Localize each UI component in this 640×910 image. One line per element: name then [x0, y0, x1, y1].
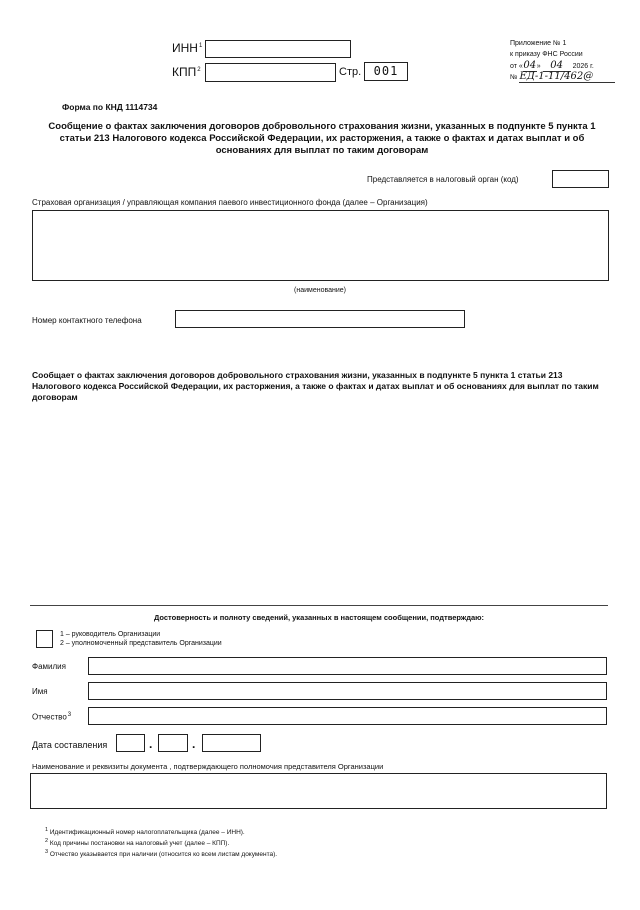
page-label: Стр.	[339, 66, 362, 78]
appendix-date: от «04» 04 2026 г.	[510, 60, 594, 71]
appendix-line1: Приложение № 1	[510, 40, 567, 47]
section-divider	[30, 605, 608, 606]
footnote-2: $^2$ Код причины постановки на налоговый учет (далее – КПП).	[45, 838, 230, 848]
tax-authority-code-field[interactable]	[552, 170, 609, 188]
appendix-line2: к приказу ФНС России	[510, 51, 583, 58]
surname-field[interactable]	[88, 657, 607, 675]
surname-label: Фамилия	[32, 662, 66, 671]
appendix-number: № ЕД-1-11/462@	[510, 71, 615, 83]
date-dot-1: .	[149, 737, 153, 751]
inn-field[interactable]	[205, 40, 351, 58]
kpp-field[interactable]	[205, 63, 336, 82]
name-field[interactable]	[88, 682, 607, 700]
date-compiled-label: Дата составления	[32, 740, 108, 750]
statement-text: Сообщает о фактах заключения договоров добровольного страхования жизни, указанных в подпункте 5 пункта 1 статьи 213 Налогового кодекса Российской Федерации, их расторжения, а также о фактах и датах выплат и об основаниях для выплат по таким договорам	[32, 370, 599, 402]
tax-authority-label: Представляется в налоговый орган (код)	[367, 175, 519, 184]
phone-label: Номер контактного телефона	[32, 316, 142, 325]
appendix-number-value: ЕД-1-11/462@	[519, 71, 615, 83]
organization-name-field[interactable]	[32, 210, 609, 281]
authority-document-label: Наименование и реквизиты документа , подтверждающего полномочия представителя Организации	[32, 762, 384, 771]
inn-label: ИНН$^1$	[172, 41, 203, 55]
date-month-field[interactable]	[158, 734, 188, 752]
organization-caption: (наименование)	[294, 287, 346, 294]
authority-document-field[interactable]	[30, 773, 607, 809]
confirmation-title: Достоверность и полноту сведений, указанных в настоящем сообщении, подтверждаю:	[153, 613, 485, 622]
phone-field[interactable]	[175, 310, 465, 328]
date-dot-2: .	[192, 737, 196, 751]
signer-option-1: 1 – руководитель Организации	[60, 631, 161, 638]
page-number-field[interactable]: 001	[364, 62, 408, 81]
signer-option-2: 2 – уполномоченный представитель Организации	[60, 640, 222, 647]
kpp-label: КПП$^2$	[172, 65, 201, 79]
document-title: Сообщение о фактах заключения договоров добровольного страхования жизни, указанных в подпункте 5 пункта 1 статьи 213 Налогового кодекса Российской Федерации, их расторжения, а также о фактах и датах выплат и об основаниях для выплат по таким договорам	[48, 121, 596, 156]
signer-type-field[interactable]	[36, 630, 53, 648]
footnote-1: $^1$ Идентификационный номер налогоплательщика (далее – ИНН).	[45, 827, 245, 837]
footnote-3: $^3$ Отчество указывается при наличии (относится ко всем листам документа).	[45, 849, 278, 859]
form-code: Форма по КНД 1114734	[62, 102, 158, 112]
date-day-field[interactable]	[116, 734, 145, 752]
name-label: Имя	[32, 687, 48, 696]
organization-label: Страховая организация / управляющая компания паевого инвестиционного фонда (далее – Организация)	[32, 198, 428, 207]
patronymic-field[interactable]	[88, 707, 607, 725]
date-year-field[interactable]	[202, 734, 261, 752]
appendix-date-day: 04	[523, 60, 537, 71]
patronymic-label: Отчество$^3$	[32, 712, 72, 722]
appendix-date-month: 04	[543, 60, 571, 72]
